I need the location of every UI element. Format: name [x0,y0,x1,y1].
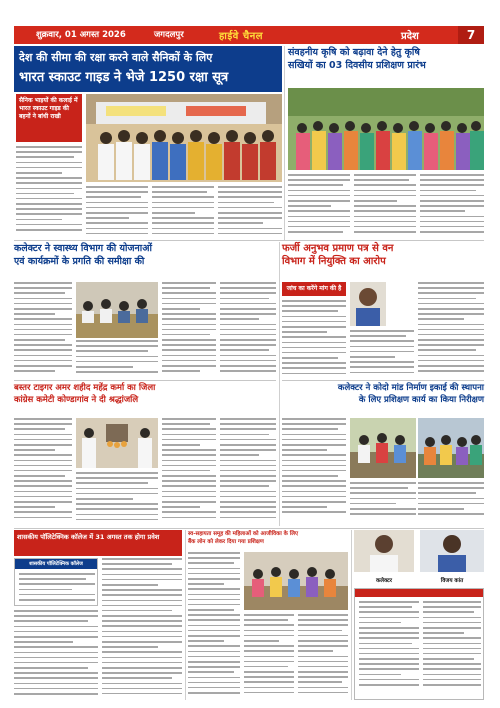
polytechnic-body-col-2 [102,558,182,700]
relief-body-col-1 [188,552,240,700]
bastar-headline-line-1: बस्तर टाइगर अमर शहीद महेंद्र कर्मा का जिला [14,383,156,393]
fake-headline-box [282,242,484,282]
kodo-headline-line-2: के लिए प्रशिक्षण कार्य का किया निरीक्षण [358,395,484,405]
kodo-headline-line-1: कलेक्टर ने कोदो मांड निर्माण इकाई की स्थापना [337,383,484,393]
column-rule [279,242,280,526]
bastar-headline-line-2: कांग्रेस कमेटी कोण्डागांव ने दी श्रद्धांजलि [14,395,139,405]
classifieds-col-2 [423,601,481,697]
section-name: प्रदेश [401,31,419,42]
photo-training-session [288,88,484,170]
photo-unit-inspection [350,418,416,478]
column-rule [351,530,352,700]
fake-body-col-3 [418,282,484,378]
collector-headline-box [14,242,276,280]
portrait-person [350,282,386,326]
byline-1: कलेक्टर [376,578,392,584]
agri-body-col-2 [354,174,416,236]
lead-kicker: सैनिक भाइयों की कलाई में भारत स्काउट गाइड की बहनों ने बांधी राखी [16,94,82,142]
collector-photo [76,282,158,338]
collector-body-col-4 [220,282,276,378]
lead-headline-box [14,46,282,92]
bastar-photo [76,418,158,468]
kodo-body-col-3 [418,482,484,522]
photo-training-workers [418,418,484,478]
agri-headline-line-1: संवहनीय कृषि को बढ़ावा देने हेतु कृषि [288,47,420,58]
byline-2: विजय कांत [440,578,464,584]
relief-body-col-2 [244,614,294,700]
masthead-bar [14,26,484,44]
bastar-body-col-2 [76,472,158,526]
collector-headline-line-1: कलेक्टर ने स्वास्थ्य विभाग की योजनाओं [14,243,152,254]
divider [282,380,484,381]
bastar-body-col-4 [220,418,276,526]
polytechnic-body-col-1 [14,610,98,700]
notice-portrait-1 [354,530,414,572]
kodo-body-col-2 [350,482,416,522]
photo-tribute-ceremony [76,418,158,468]
classifieds-header-bar [355,589,483,597]
polytechnic-headline: शासकीय पॉलिटेक्निक कॉलेज में 31 अगस्त तक होगा प्रवेश [14,530,182,556]
fake-headline-line-1: फर्जी अनुभव प्रमाण पत्र से वन [282,243,394,254]
lead-headline-line-2: भारत स्काउट गाइड ने भेजे 1250 रक्षा सूत्र [19,70,229,85]
fake-portrait [350,282,386,326]
fake-body-col-2 [350,330,414,378]
lead-body-col-1 [16,146,82,236]
portrait-person [354,530,414,572]
photo-shg-training [244,552,348,610]
bastar-body-col-1 [14,418,72,526]
bastar-body-col-3 [162,418,216,526]
polytechnic-ad [14,558,98,606]
portrait-person [420,530,484,572]
column-rule [284,46,285,240]
classifieds-box [354,588,484,700]
edition-city: जगदलपुर [154,30,184,40]
relief-photo [244,552,348,610]
bastar-headline-box [14,382,276,416]
fake-body-col-1 [282,300,346,378]
agri-photo [288,88,484,170]
collector-body-col-3 [162,282,216,378]
divider [14,528,484,529]
classifieds-col-1 [359,601,419,697]
issue-date: शुक्रवार, 01 अगस्त 2026 [36,30,126,40]
relief-headline-line-1: स्व-सहायता समूह की महिलाओं को आजीविका के लिए [188,531,299,537]
agri-headline-box [288,46,484,86]
polytechnic-ad-body [19,573,95,605]
collector-body-col-2 [76,340,158,378]
fake-subhead: जांच का करेंगे मांग की है [282,282,346,296]
lead-body-col-3 [152,186,214,236]
newspaper-brand: हाईवे चैनल [219,31,264,42]
relief-headline-line-2: बैंक लोन को लेकर दिया गया प्रशिक्षण [188,539,264,545]
kodo-photo-left [350,418,416,478]
collector-headline-line-2: एवं कार्यक्रमों के प्रगति की समीक्षा की [14,256,145,267]
kodo-headline-box [254,382,484,414]
relief-body-col-3 [298,614,348,700]
agri-headline-line-2: सखियों का 03 दिवसीय प्रशिक्षण प्रारंभ [288,60,426,71]
polytechnic-ad-title: शासकीय पॉलिटेक्निक कॉलेज [15,559,97,569]
photo-raksha-sutra-event [86,94,282,182]
fake-headline-line-2: विभाग में नियुक्ति का आरोप [282,256,386,267]
divider [14,240,484,241]
lead-body-col-4 [218,186,282,236]
kodo-body-col-1 [282,418,346,518]
lead-body-col-2 [86,186,148,236]
divider [14,380,276,381]
notice-portrait-2 [420,530,484,572]
page-number: 7 [458,26,484,44]
column-rule [185,530,186,700]
lead-headline-line-1: देश की सीमा की रक्षा करने वाले सैनिकों के लिए [19,51,213,64]
agri-body-col-3 [420,174,484,236]
photo-review-meeting [76,282,158,338]
lead-photo [86,94,282,182]
kodo-photo-right [418,418,484,478]
collector-body-col-1 [14,282,72,378]
agri-body-col-1 [288,174,350,236]
